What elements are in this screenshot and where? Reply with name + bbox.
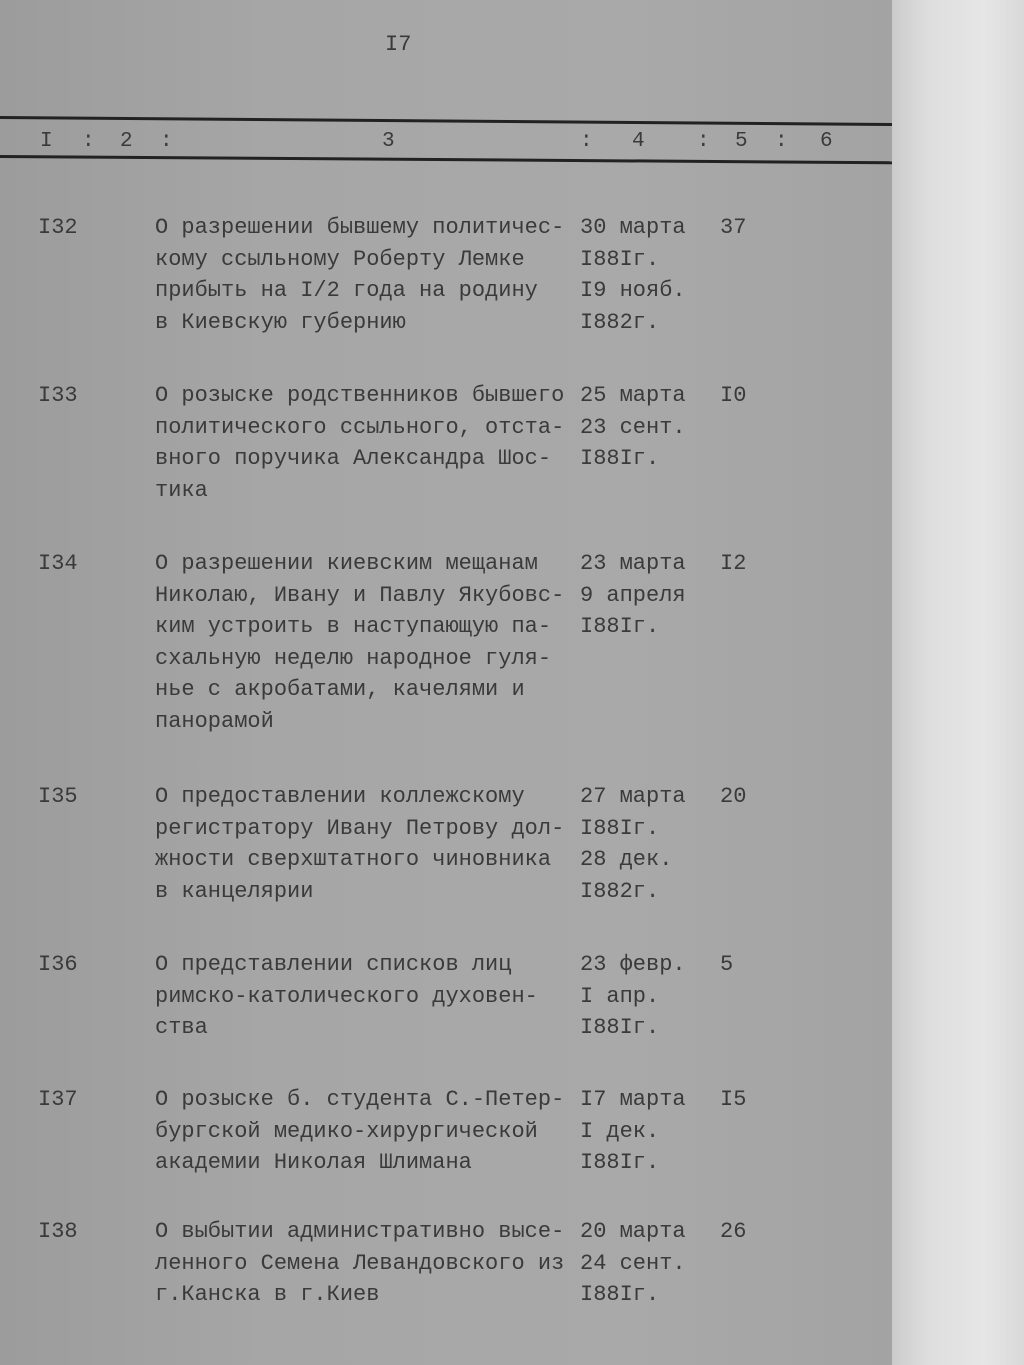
entry-number: I36 [38, 952, 78, 977]
title-line: О разрешении бывшему политичес- [155, 215, 565, 240]
entry-title [155, 548, 564, 737]
column-header-1: I [40, 130, 53, 153]
date-line: 23 сент. [580, 414, 686, 440]
title-line: О представлении списков лиц [155, 952, 512, 977]
column-separator: : [160, 130, 173, 153]
entry-title [155, 1084, 564, 1179]
title-line: О разрешении киевским мещанам [155, 551, 538, 576]
date-line: I7 марта [580, 1087, 686, 1112]
date-line: I88Iг. [580, 815, 660, 841]
entry-number: I37 [38, 1087, 78, 1112]
title-line: О розыске родственников бывшего [155, 383, 565, 408]
date-line: I882г. [580, 878, 660, 904]
title-line: ким устроить в наступающую па- [155, 614, 552, 639]
entry-dates [580, 212, 686, 338]
entry-sheet-count: 26 [720, 1219, 747, 1244]
date-line: I9 нояб. [580, 278, 686, 303]
entry-number: I33 [38, 383, 78, 408]
date-line: 23 февр. [580, 952, 686, 977]
column-separator: : [697, 130, 710, 153]
column-header-2: 2 [120, 130, 133, 153]
column-separator: : [580, 130, 593, 153]
entry-title [155, 212, 564, 338]
title-line: Николаю, Ивану и Павлу Якубовс- [155, 582, 565, 608]
date-line: I88Iг. [580, 614, 660, 639]
title-line: О выбытии административно высе- [155, 1219, 565, 1244]
column-header-3: 3 [382, 130, 395, 153]
entry-number: I34 [38, 551, 78, 576]
page-number: I7 [385, 32, 412, 57]
date-line: 9 апреля [580, 582, 686, 608]
entry-title [155, 781, 564, 907]
date-line: 24 сент. [580, 1250, 686, 1276]
entry-sheet-count: 20 [720, 784, 747, 809]
entry-dates [580, 1216, 686, 1311]
title-line: схальную неделю народное гуля- [155, 645, 552, 671]
column-header-4: 4 [632, 130, 645, 153]
entry-dates [580, 548, 686, 643]
title-line: О предоставлении коллежскому [155, 784, 525, 809]
entry-dates [580, 1084, 686, 1179]
title-line: кому ссыльному Роберту Лемке [155, 246, 525, 272]
title-line: г.Канска в г.Киев [155, 1282, 380, 1307]
title-line: бургской медико-хирургической [155, 1118, 538, 1144]
column-separator: : [82, 130, 95, 153]
title-line: регистратору Ивану Петрову дол- [155, 815, 565, 841]
date-line: I88Iг. [580, 1282, 660, 1307]
entry-title [155, 949, 538, 1044]
entry-sheet-count: 5 [720, 952, 734, 977]
date-line: 25 марта [580, 383, 686, 408]
column-header-5: 5 [735, 130, 748, 153]
title-line: римско-католического духовен- [155, 983, 538, 1009]
title-line: вного поручика Александра Шос- [155, 446, 552, 471]
date-line: I88Iг. [580, 446, 660, 471]
title-line: нье с акробатами, качелями и [155, 677, 525, 702]
date-line: 27 марта [580, 784, 686, 809]
date-line: 30 марта [580, 215, 686, 240]
title-line: панорамой [155, 708, 274, 734]
title-line: политического ссыльного, отста- [155, 414, 565, 440]
entry-title [155, 1216, 564, 1311]
title-line: прибыть на I/2 года на родину [155, 278, 538, 303]
date-line: 23 марта [580, 551, 686, 576]
title-line: тика [155, 477, 208, 503]
underlying-page-edge [888, 0, 1024, 1365]
date-line: I88Iг. [580, 246, 660, 272]
title-line: ства [155, 1015, 208, 1040]
entry-sheet-count: I5 [720, 1087, 747, 1112]
date-line: I апр. [580, 983, 660, 1009]
header-bottom-rule [0, 155, 892, 164]
date-line: 20 марта [580, 1219, 686, 1244]
title-line: в канцелярии [155, 878, 314, 904]
title-line: в Киевскую губернию [155, 309, 406, 335]
entry-dates [580, 380, 686, 475]
title-line: академии Николая Шлимана [155, 1150, 472, 1175]
entry-title [155, 380, 564, 506]
entry-dates [580, 949, 686, 1044]
column-separator: : [775, 130, 788, 153]
date-line: I дек. [580, 1118, 660, 1144]
entry-number: I38 [38, 1219, 78, 1244]
entry-number: I32 [38, 215, 78, 240]
date-line: I88Iг. [580, 1150, 660, 1175]
entry-sheet-count: I0 [720, 383, 747, 408]
entry-sheet-count: 37 [720, 215, 747, 240]
entry-number: I35 [38, 784, 78, 809]
entry-dates [580, 781, 686, 907]
title-line: жности сверхштатного чиновника [155, 847, 552, 872]
date-line: I882г. [580, 309, 660, 335]
date-line: 28 дек. [580, 847, 673, 872]
title-line: ленного Семена Левандовского из [155, 1250, 565, 1276]
column-header-6: 6 [820, 130, 833, 153]
date-line: I88Iг. [580, 1015, 660, 1040]
entry-sheet-count: I2 [720, 551, 747, 576]
title-line: О розыске б. студента С.-Петер- [155, 1087, 565, 1112]
header-top-rule [0, 116, 892, 126]
